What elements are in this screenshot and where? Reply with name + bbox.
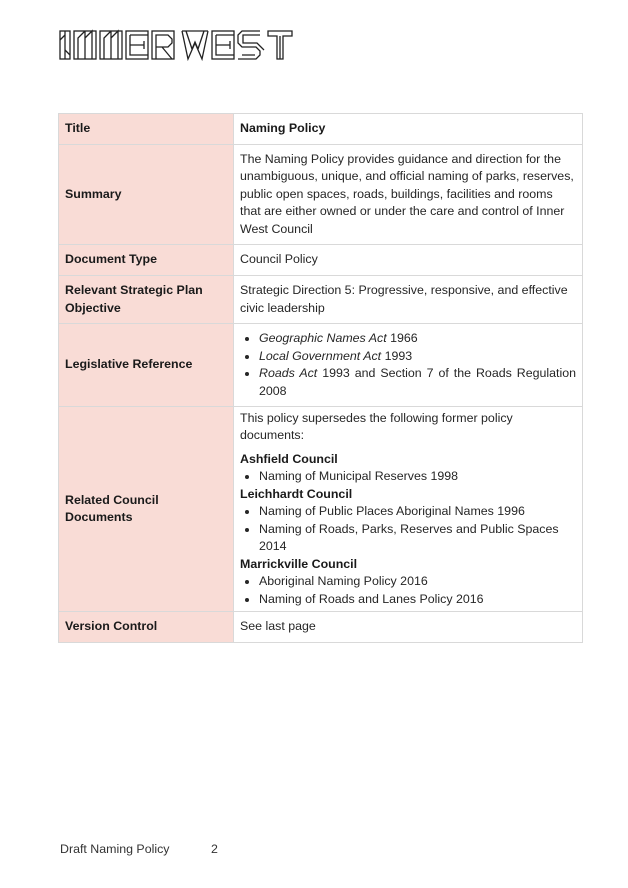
list-item: • Aboriginal Naming Policy 2016 [259, 573, 576, 591]
version-control-value: See last page [234, 612, 583, 643]
footer-document-name: Draft Naming Policy [60, 842, 170, 856]
act-title: Local Government Act [259, 348, 382, 363]
table-row-related-documents [59, 407, 583, 612]
related-documents-value [234, 407, 583, 612]
act-detail: 1993 and Section 7 of the Roads Regulation 2008 [259, 366, 577, 398]
list-item [259, 365, 576, 400]
table-row-document-type [59, 245, 583, 276]
act-detail: 1966 [386, 331, 418, 345]
document-type-value: Council Policy [234, 245, 583, 276]
title-value: Naming Policy [234, 114, 583, 145]
council-document-list [240, 503, 576, 556]
inner-west-logo [59, 28, 299, 62]
list-item [259, 330, 576, 348]
title-label: Title [59, 114, 234, 145]
table-row-title [59, 114, 583, 145]
summary-value: The Naming Policy provides guidance and direction for the unambiguous, unique, and official naming of parks, reserves, public open spaces, roads, buildings, facilities and rooms that are either owned or under the care and control of Inner West Council [234, 145, 583, 245]
legislative-list [240, 330, 576, 400]
related-intro: This policy supersedes the following former policy documents: [240, 410, 513, 443]
summary-label: Summary [59, 145, 234, 245]
table-row-version-control [59, 612, 583, 643]
related-documents-label: Related Council Documents [59, 407, 234, 612]
page-footer [60, 842, 218, 856]
version-control-label: Version Control [59, 612, 234, 643]
legislative-value [234, 324, 583, 407]
list-item [259, 348, 576, 366]
page-number: 2 [211, 842, 218, 856]
policy-info-table [58, 113, 583, 643]
table-row-legislative [59, 324, 583, 407]
council-document-list [240, 468, 576, 486]
act-title: Geographic Names Act [259, 331, 387, 345]
strategic-plan-label: Relevant Strategic Plan Objective [59, 276, 234, 324]
act-title: Roads Act [259, 366, 318, 380]
list-item: • Naming of Roads, Parks, Reserves and Public Spaces 2014 [259, 521, 576, 556]
list-item: • Naming of Roads and Lanes Policy 2016 [259, 591, 576, 609]
council-name: Marrickville Council [240, 556, 358, 571]
table-row-summary [59, 145, 583, 245]
strategic-plan-value: Strategic Direction 5: Progressive, responsive, and effective civic leadership [234, 276, 583, 324]
list-item: • Naming of Public Places Aboriginal Names 1996 [259, 503, 576, 521]
council-name: Ashfield Council [240, 451, 338, 466]
table-row-strategic-plan [59, 276, 583, 324]
legislative-label: Legislative Reference [59, 324, 234, 407]
council-document-list [240, 573, 576, 608]
act-detail: 1993 [381, 348, 413, 363]
document-type-label: Document Type [59, 245, 234, 276]
list-item: • Naming of Municipal Reserves 1998 [259, 468, 576, 486]
council-name: Leichhardt Council [240, 486, 353, 501]
